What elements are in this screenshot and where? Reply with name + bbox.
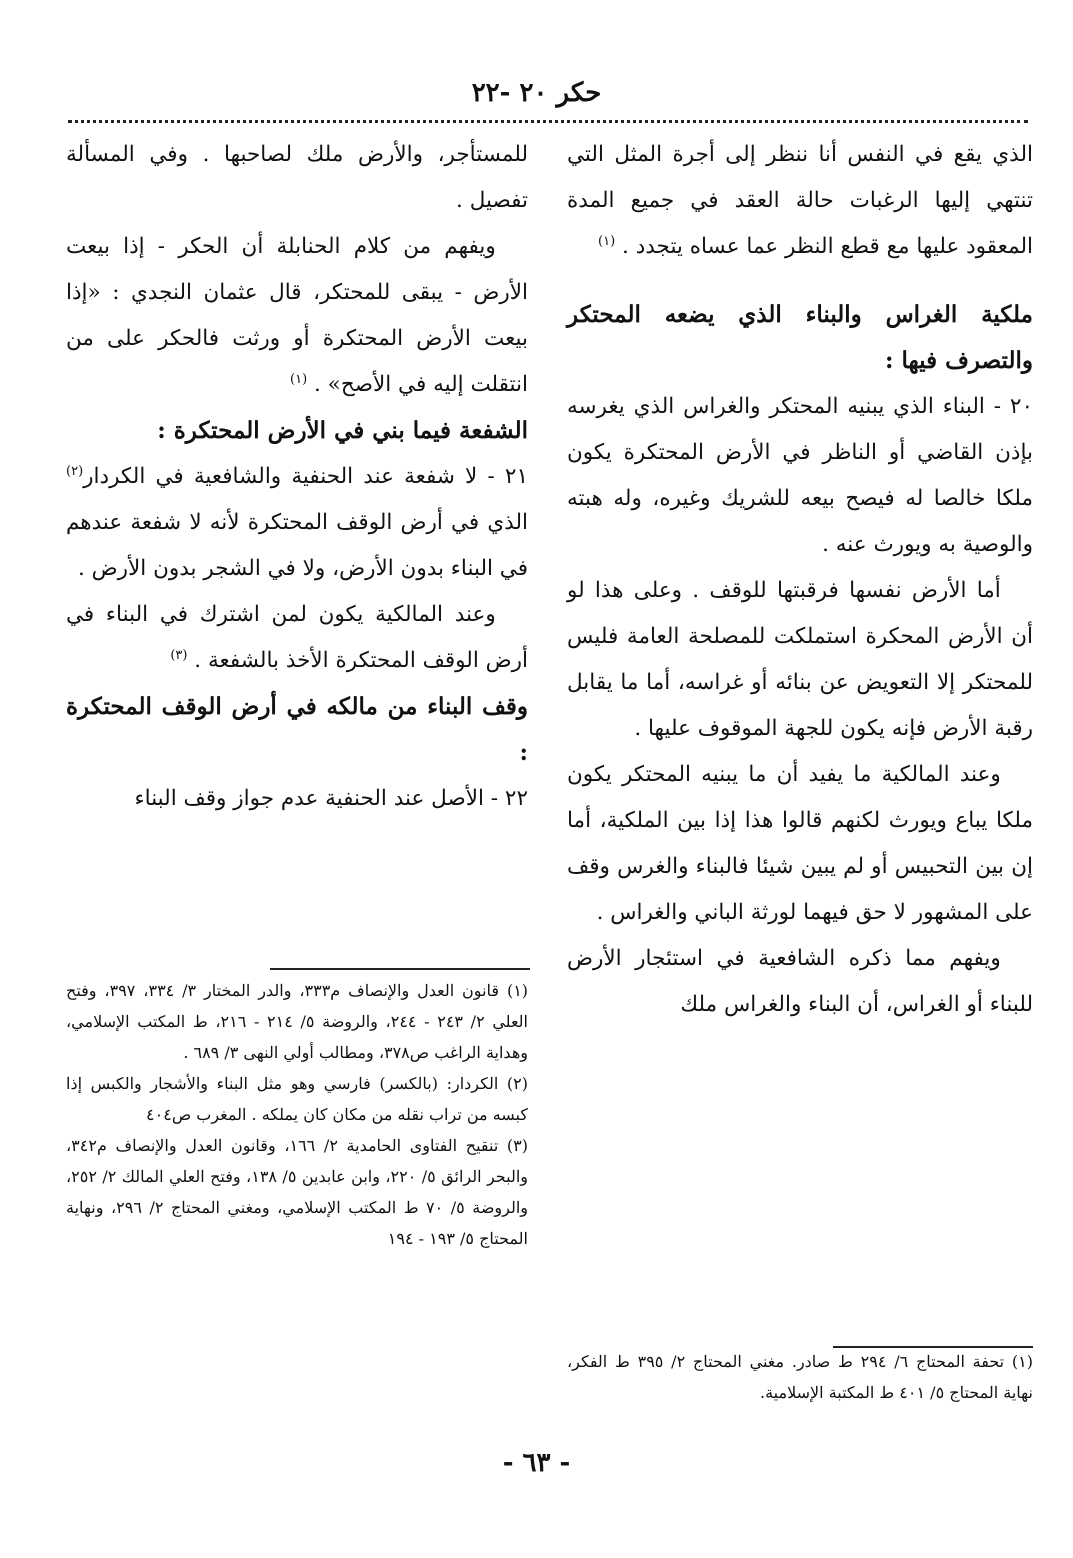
paragraph: ٢٠ - البناء الذي يبنيه المحتكر والغراس الذي يغرسه بإذن القاضي أو الناظر في الأرض المحتكرة يكون ملكا خالصا له فيصح بيعه للشريك وغيره، وله هبته والوصية به ويورث عنه . bbox=[567, 394, 1033, 557]
paragraph: ٢٢ - الأصل عند الحنفية عدم جواز وقف البناء bbox=[134, 786, 528, 811]
spacer bbox=[567, 270, 1033, 292]
page-number: - ٦٣ - bbox=[502, 1448, 571, 1478]
paragraph bbox=[66, 454, 528, 592]
left-text-column bbox=[66, 132, 528, 822]
paragraph: أما الأرض نفسها فرقبتها للوقف . وعلى هذا لو أن الأرض المحكرة استملكت للمصلحة العامة فليس للمحتكر إلا التعويض عن بنائه أو غراسه، أما ما يقابل رقبة الأرض فإنه يكون للجهة الموقوف عليها . bbox=[567, 578, 1033, 741]
footnote: (٢) الكردار: (بالكسر) فارسي وهو مثل البناء والأشجار والكبس إذا كبسه من تراب نقله من مكان كان يملكه . المغرب ص٤٠٤ bbox=[66, 1074, 528, 1124]
paragraph-text: وعند المالكية يكون لمن اشترك في البناء في أرض الوقف المحتكرة الأخذ بالشفعة . bbox=[66, 602, 528, 673]
paragraph bbox=[567, 132, 1033, 270]
paragraph-text: ويفهم من كلام الحنابلة أن الحكر - إذا بيعت الأرض - يبقى للمحتكر، قال عثمان النجدي : «إذا بيعت الأرض المحتكرة أو ورثت فالحكر على من انتقلت إليه في الأصح» . bbox=[66, 234, 528, 397]
paragraph bbox=[66, 592, 528, 684]
section-heading: وقف البناء من مالكه في أرض الوقف المحتكرة : bbox=[66, 693, 528, 766]
footnote-ref: (١) bbox=[598, 233, 616, 249]
footnote: (٣) تنقيح الفتاوى الحامدية ٢/ ١٦٦، وقانون العدل والإنصاف م٣٤٢، والبحر الرائق ٥/ ٢٢٠، وابن عابدين ٥/ ١٣٨، وفتح العلي المالك ٢/ ٢٥٢، والروضة ٥/ ٧٠ ط المكتب الإسلامي، ومغني المحتاج ٢/ ٢٩٦، ونهاية المحتاج ٥/ ١٩٣ - ١٩٤ bbox=[66, 1136, 529, 1248]
paragraph: وعند المالكية ما يفيد أن ما يبنيه المحتكر يكون ملكا يباع ويورث لكنهم قالوا هذا إذا بين الملكية، أما إن بين التحبيس أو لم يبين شيئا فالبناء والغرس وقف على المشهور لا حق فيهما لورثة الباني والغراس . bbox=[567, 762, 1033, 925]
footnote: (١) تحفة المحتاج ٦/ ٢٩٤ ط صادر. مغني المحتاج ٢/ ٣٩٥ ط الفكر، نهاية المحتاج ٥/ ٤٠١ ط المكتبة الإسلامية. bbox=[567, 1352, 1033, 1402]
footnotes-right bbox=[567, 1346, 1033, 1408]
paragraph-text: الذي يقع في النفس أنا ننظر إلى أجرة المثل التي تنتهي إليها الرغبات حالة العقد في جميع المدة المعقود عليها مع قطع النظر عما عساه يتجدد . bbox=[567, 142, 1033, 259]
right-text-column bbox=[567, 132, 1033, 1028]
paragraph: ويفهم مما ذكره الشافعية في استئجار الأرض للبناء أو الغراس، أن البناء والغراس ملك bbox=[567, 946, 1033, 1017]
paragraph: للمستأجر، والأرض ملك لصاحبها . وفي المسألة تفصيل . bbox=[66, 142, 528, 213]
footnotes-left bbox=[66, 975, 528, 1254]
footnote-ref: (١) bbox=[290, 371, 308, 387]
footnote: (١) قانون العدل والإنصاف م٣٣٣، والدر المختار ٣/ ٣٣٤، ٣٩٧، وفتح العلي ٢/ ٢٤٣ - ٢٤٤، والروضة ٥/ ٢١٤ - ٢١٦، ط المكتب الإسلامي، وهداية الراغب ص٣٧٨، ومطالب أولي النهى ٣/ ٦٨٩ . bbox=[66, 981, 529, 1062]
header-dotted-divider bbox=[68, 120, 1028, 123]
paragraph-text: الذي في أرض الوقف المحتكرة لأنه لا شفعة عندهم في البناء بدون الأرض، ولا في الشجر بدون الأرض . bbox=[66, 510, 528, 581]
footnote-divider bbox=[270, 968, 530, 970]
section-heading: ملكية الغراس والبناء الذي يضعه المحتكر والتصرف فيها : bbox=[567, 301, 1033, 374]
footnote-ref: (٣) bbox=[170, 647, 188, 663]
paragraph bbox=[66, 224, 528, 408]
section-heading: الشفعة فيما بني في الأرض المحتكرة : bbox=[157, 417, 528, 444]
page-header: حكر ٢٠ -٢٢ bbox=[471, 78, 602, 108]
footnote-ref: (٢) bbox=[66, 463, 84, 479]
paragraph-text: ٢١ - لا شفعة عند الحنفية والشافعية في الكردار bbox=[83, 464, 528, 489]
